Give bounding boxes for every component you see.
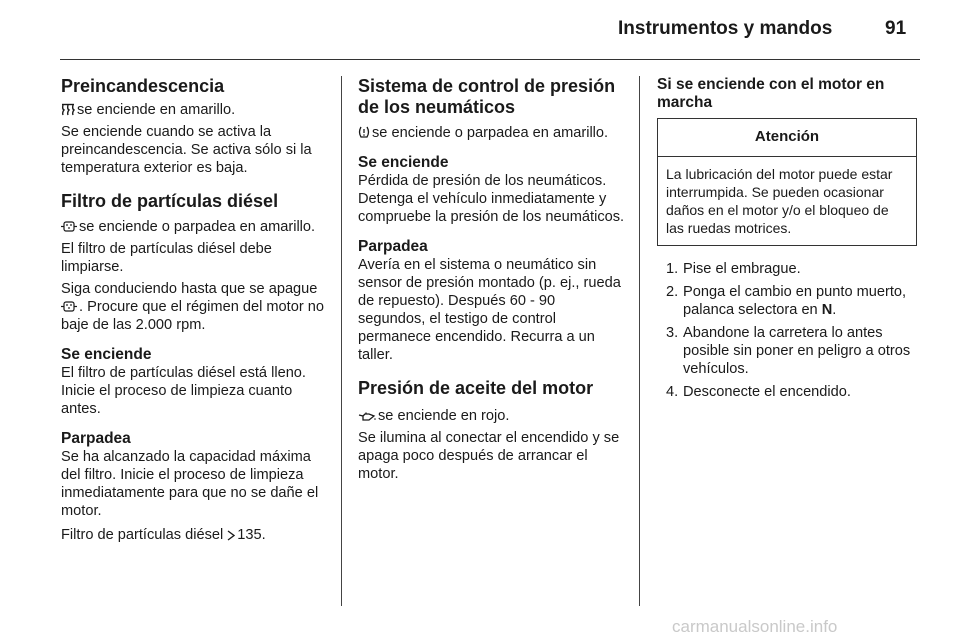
cross-reference[interactable]	[61, 526, 327, 544]
column-2	[358, 76, 626, 483]
glow-plug-icon	[61, 103, 75, 116]
text: se enciende en amarillo.	[77, 102, 236, 118]
section-title-motor-en-marcha: Si se enciende con el motor en marcha	[657, 76, 885, 111]
paragraph: Se ilumina al conectar el encendido y se apaga poco después de arrancar el motor.	[358, 430, 620, 482]
list-item: 2. Ponga el cambio en punto muerto, palanca selectora en N.	[666, 284, 907, 318]
header-divider	[60, 59, 920, 60]
text: . Procure que el régimen del motor no baje de las 2.000 rpm.	[61, 299, 324, 333]
text: se enciende o parpadea en amarillo.	[372, 125, 609, 141]
paragraph: Avería en el sistema o neumático sin sensor de presión montado (p. ej., rueda de repuesto). Después 60 - 90 segundos, el testigo de control permanece encendido. Recurra a un taller.	[358, 257, 621, 363]
paragraph: El filtro de partículas diésel debe limpiarse.	[61, 241, 272, 275]
diesel-particulate-filter-icon	[61, 300, 77, 313]
warning-box	[657, 118, 917, 246]
section-title-presion-aceite: Presión de aceite del motor	[358, 378, 594, 398]
tire-pressure-icon	[358, 125, 370, 139]
paragraph: Pérdida de presión de los neumáticos. Detenga el vehículo inmediatamente y compruebe la presión de los neumáticos.	[358, 173, 625, 225]
subsection-title-parpadea: Parpadea	[61, 430, 131, 447]
paragraph: Se enciende cuando se activa la preincandescencia. Se activa sólo si la temperatura exterior es baja.	[61, 124, 312, 176]
watermark: carmanualsonline.info	[672, 617, 838, 636]
text: se enciende o parpadea en amarillo.	[79, 219, 316, 235]
page-number: 91	[885, 18, 907, 39]
warning-body: La lubricación del motor puede estar interrumpida. Se pueden ocasionar daños en el motor y/o el bloqueo de las ruedas motrices.	[666, 166, 893, 236]
page-reference: 135.	[237, 527, 266, 543]
oil-can-icon	[358, 412, 376, 422]
header-title: Instrumentos y mandos	[618, 18, 833, 39]
selector-position: N	[821, 302, 833, 318]
column-divider-2	[639, 76, 640, 606]
section-title-filtro-particulas: Filtro de partículas diésel	[61, 191, 279, 211]
section-title-tpms: Sistema de control de presión de los neumáticos	[358, 76, 616, 117]
paragraph: El filtro de partículas diésel está lleno. Inicie el proceso de limpieza cuanto antes.	[61, 365, 306, 417]
paragraph	[358, 407, 626, 425]
paragraph	[61, 218, 327, 236]
text: Siga conduciendo hasta que se apague	[61, 281, 318, 297]
subsection-title-se-enciende: Se enciende	[358, 154, 449, 171]
section-title-preincandescencia: Preincandescencia	[61, 76, 225, 96]
steps-list	[657, 260, 919, 401]
column-divider-1	[341, 76, 342, 606]
diesel-particulate-filter-icon	[61, 220, 77, 233]
list-item: 1. Pise el embrague.	[666, 261, 801, 277]
paragraph: Se ha alcanzado la capacidad máxima del filtro. Inicie el proceso de limpieza inmediatamente para que no se dañe el motor.	[61, 449, 319, 519]
column-3	[657, 76, 919, 406]
text: se enciende en rojo.	[378, 408, 510, 424]
column-1	[61, 76, 327, 544]
paragraph	[358, 124, 626, 142]
list-item: 3. Abandone la carretera lo antes posible sin poner en peligro a otros vehículos.	[666, 325, 911, 377]
list-item: 4. Desconecte el encendido.	[666, 384, 851, 400]
paragraph	[61, 280, 327, 334]
warning-title: Atención	[658, 119, 916, 157]
page-reference-arrow-icon	[227, 530, 235, 541]
subsection-title-parpadea: Parpadea	[358, 238, 428, 255]
paragraph	[61, 101, 327, 119]
text: Filtro de partículas diésel	[61, 527, 224, 543]
subsection-title-se-enciende: Se enciende	[61, 346, 152, 363]
